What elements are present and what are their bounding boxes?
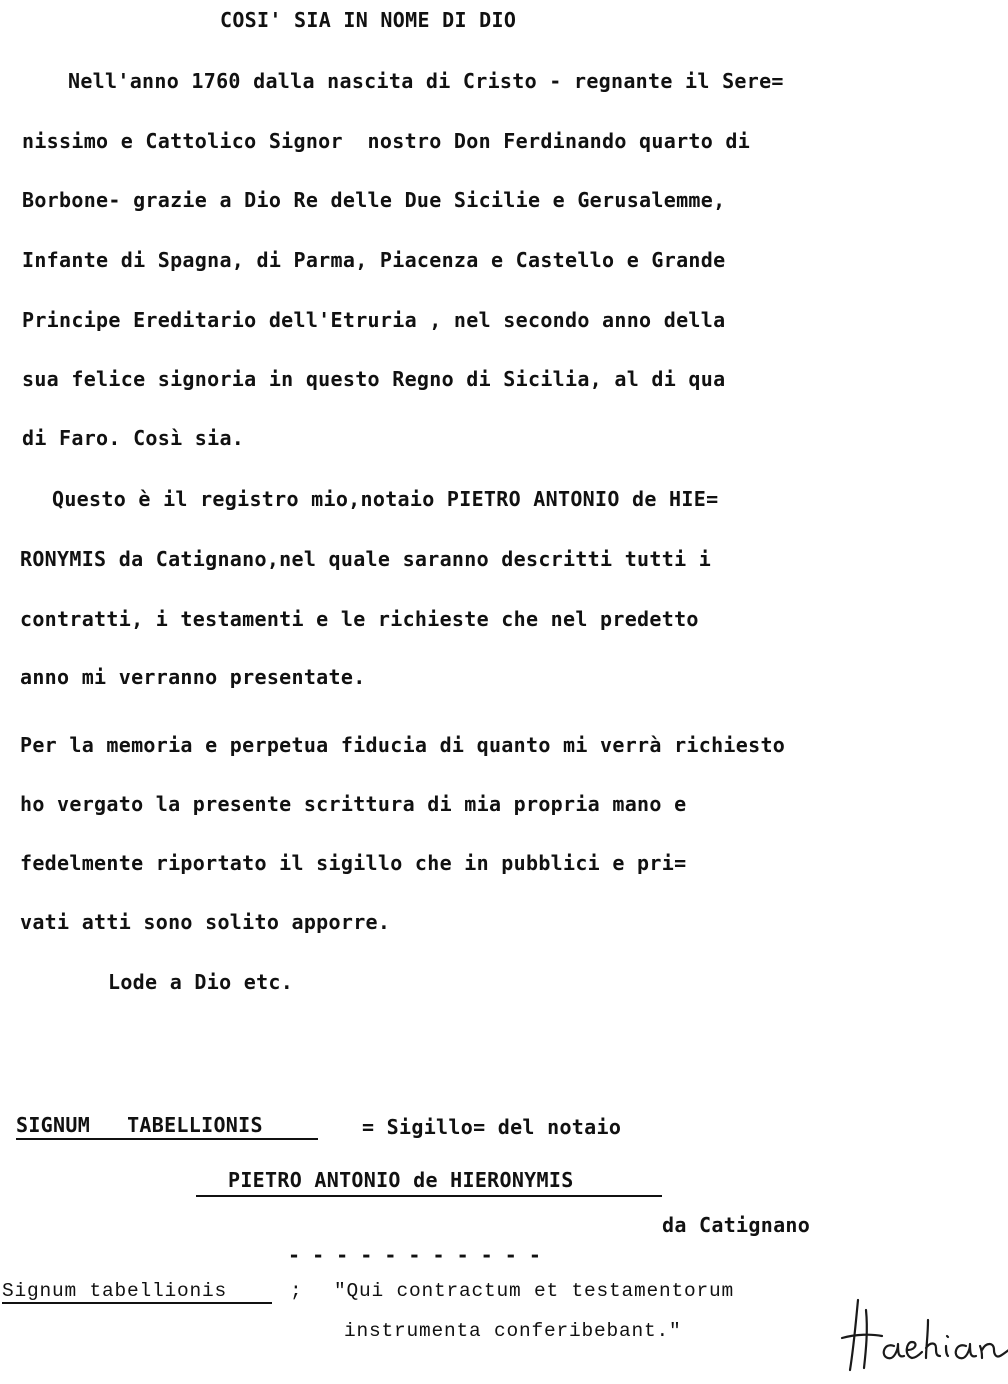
closing-line: Lode a Dio etc. (108, 970, 294, 994)
paragraph-3-line-3: fedelmente riportato il sigillo che in pubblici e pri= (20, 851, 687, 875)
paragraph-1-line-3: Borbone- grazie a Dio Re delle Due Sicilie e Gerusalemme, (22, 188, 726, 212)
footnote-term: Signum tabellionis (2, 1280, 228, 1302)
footnote-quote-line-2: instrumenta conferibebant." (344, 1320, 682, 1342)
seal-definition: = Sigillo= del notaio (362, 1115, 622, 1139)
paragraph-1-line-1: Nell'anno 1760 dalla nascita di Cristo - regnante il Sere= (68, 69, 784, 93)
paragraph-2-line-4: anno mi verranno presentate. (20, 665, 366, 689)
seal-notary-underline (196, 1195, 662, 1197)
paragraph-2-line-3: contratti, i testamenti e le richieste che nel predetto (20, 607, 699, 631)
seal-place: da Catignano (662, 1213, 811, 1237)
footnote-separator: ; (290, 1280, 303, 1302)
paragraph-1-line-5: Principe Ereditario dell'Etruria , nel secondo anno della (22, 308, 726, 332)
paragraph-3-line-2: ho vergato la presente scrittura di mia propria mano e (20, 792, 687, 816)
seal-notary-name: PIETRO ANTONIO de HIERONYMIS (228, 1168, 574, 1192)
paragraph-3-line-1: Per la memoria e perpetua fiducia di quanto mi verrà richiesto (20, 733, 786, 757)
paragraph-3-line-4: vati atti sono solito apporre. (20, 910, 391, 934)
paragraph-1-line-4: Infante di Spagna, di Parma, Piacenza e Castello e Grande (22, 248, 726, 272)
footnote-term-underline (2, 1302, 272, 1304)
seal-term: SIGNUM TABELLIONIS (16, 1113, 263, 1137)
paragraph-1-line-2: nissimo e Cattolico Signor nostro Don Ferdinando quarto di (22, 129, 751, 153)
paragraph-1-line-6: sua felice signoria in questo Regno di Sicilia, al di qua (22, 367, 726, 391)
paragraph-2-line-1: Questo è il registro mio,notaio PIETRO ANTONIO de HIE= (52, 487, 719, 511)
separator-dashes: - - - - - - - - - - - (288, 1243, 541, 1267)
footnote-quote-line-1: "Qui contractum et testamentorum (334, 1280, 735, 1302)
handwritten-signature (836, 1290, 1008, 1384)
seal-term-underline (16, 1138, 318, 1140)
paragraph-2-line-2: RONYMIS da Catignano,nel quale saranno descritti tutti i (20, 547, 712, 571)
document-title: COSI' SIA IN NOME DI DIO (220, 8, 517, 32)
paragraph-1-line-7: di Faro. Così sia. (22, 426, 245, 450)
